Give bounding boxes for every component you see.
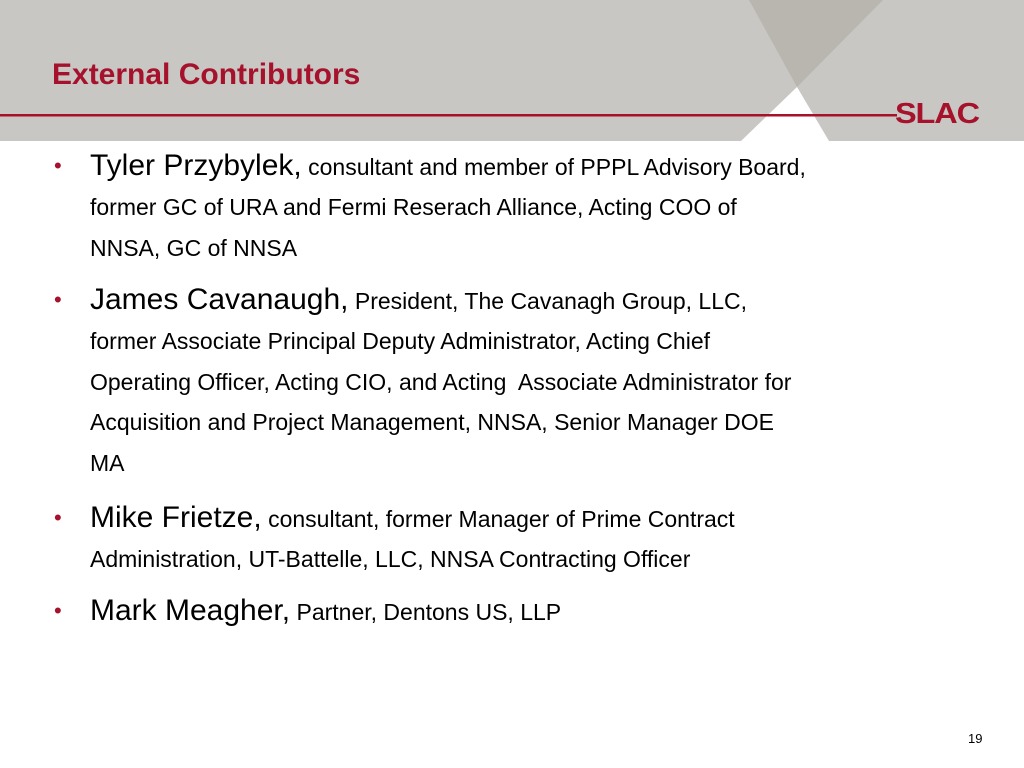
slide-header (0, 0, 1024, 141)
contributor-description-line: NNSA, GC of NNSA (90, 234, 298, 261)
contributor-description-line: former Associate Principal Deputy Administrator, Acting Chief (90, 328, 711, 354)
bullet-icon: • (54, 153, 62, 178)
contributor-first-line (90, 280, 970, 321)
contributor-description: Partner, Dentons US, LLP (290, 599, 562, 625)
bullet-icon: • (54, 505, 62, 530)
bullet-icon: • (54, 598, 62, 623)
contributor-first-line (90, 146, 970, 187)
contributor-first-line (90, 498, 970, 539)
page-number: 19 (968, 731, 983, 746)
contributor-item (54, 280, 970, 483)
slide-title: External Contributors (52, 58, 361, 91)
contributor-item (54, 498, 970, 580)
contributor-description-line: Acquisition and Project Management, NNSA, Senior Manager DOE (90, 409, 774, 435)
contributor-description-line: former GC of URA and Fermi Reserach Alliance, Acting COO of (90, 194, 737, 220)
contributor-description-line: Operating Officer, Acting CIO, and Acting Associate Administrator for (90, 368, 792, 395)
contributor-item (54, 146, 970, 268)
bullet-icon: • (54, 287, 62, 312)
contributor-description: consultant and member of PPPL Advisory Board, (301, 154, 806, 180)
contributor-description-line: Administration, UT-Battelle, LLC, NNSA Contracting Officer (90, 546, 691, 572)
contributor-name: Mark Meagher, (90, 594, 291, 627)
contributor-name: James Cavanaugh, (90, 283, 349, 316)
contributor-first-line (90, 591, 970, 632)
header-rule-line (0, 114, 897, 117)
contributor-name: Tyler Przybylek, (90, 149, 302, 182)
contributor-item (54, 591, 970, 632)
dark-triangle-shape (749, 0, 883, 87)
contributor-name: Mike Frietze, (90, 501, 262, 534)
slac-logo: SLAC (895, 98, 979, 130)
contributor-description-line: MA (90, 449, 125, 476)
contributor-description: consultant, former Manager of Prime Contract (261, 506, 735, 532)
contributor-description: President, The Cavanagh Group, LLC, (348, 288, 747, 314)
